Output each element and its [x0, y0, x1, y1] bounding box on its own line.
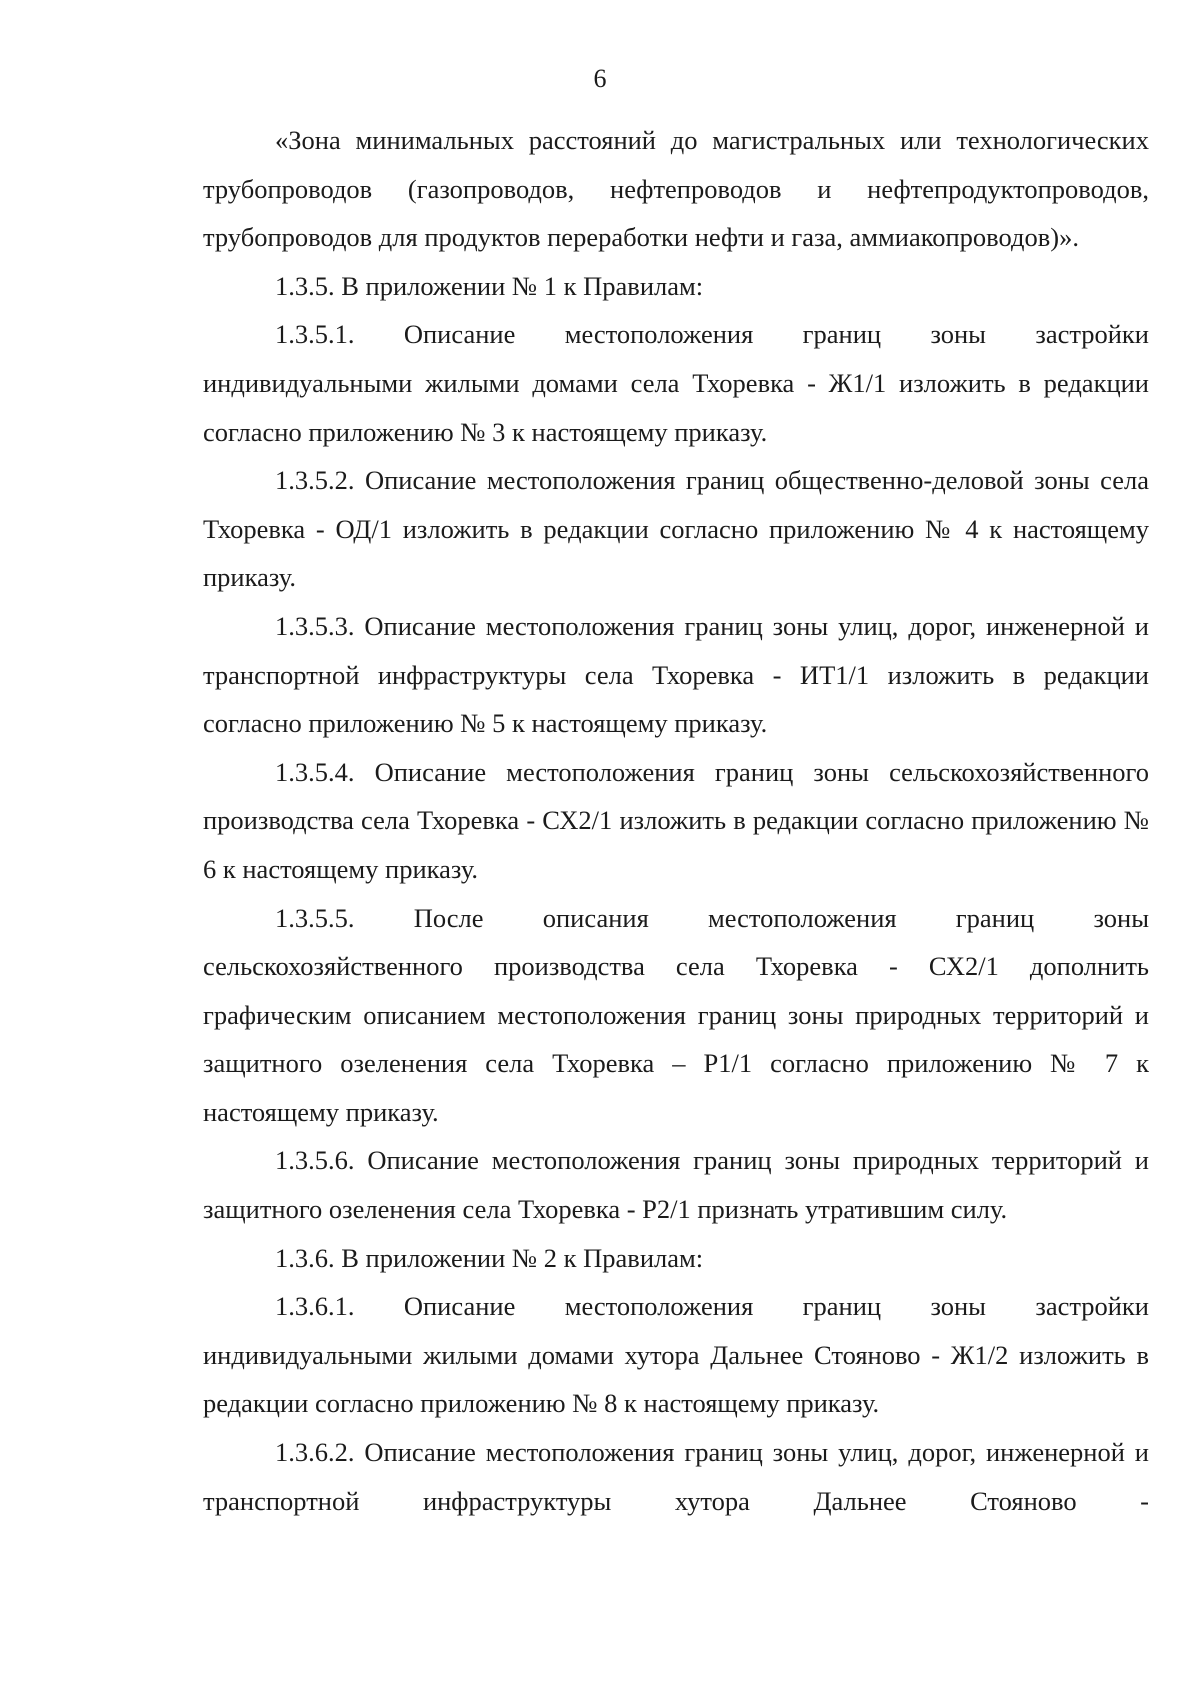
- paragraph-1-3-6-1: 1.3.6.1. Описание местоположения границ зоны застройки индивидуальными жилыми домами хутора Дальнее Стояново - Ж1/2 изложить в редакции согласно приложению № 8 к настоящему приказу.: [203, 1291, 1149, 1419]
- paragraph-1-3-5: 1.3.5. В приложении № 1 к Правилам:: [275, 270, 704, 301]
- paragraph-1-3-5-6: 1.3.5.6. Описание местоположения границ зоны природных территорий и защитного озеленения села Тхоревка - Р2/1 признать утратившим силу.: [203, 1145, 1149, 1225]
- paragraph-1-3-5-1: 1.3.5.1. Описание местоположения границ зоны застройки индивидуальными жилыми домами села Тхоревка - Ж1/1 изложить в редакции согласно приложению № 3 к настоящему приказу.: [203, 319, 1149, 447]
- paragraph-zone-definition: «Зона минимальных расстояний до магистральных или технологических трубопроводов (газопроводов, нефтепроводов и нефтепродуктопроводов, трубопроводов для продуктов переработки нефти и газа, аммиакопроводов)».: [203, 125, 1149, 253]
- paragraph-1-3-5-3: 1.3.5.3. Описание местоположения границ зоны улиц, дорог, инженерной и транспортной инфраструктуры села Тхоревка - ИТ1/1 изложить в редакции согласно приложению № 5 к настоящему приказу.: [203, 610, 1149, 739]
- paragraph-1-3-5-2: 1.3.5.2. Описание местоположения границ общественно-деловой зоны села Тхоревка - ОД/1 изложить в редакции согласно приложению № 4 к настоящему приказу.: [203, 465, 1149, 593]
- page-number: 6: [593, 64, 607, 93]
- paragraph-1-3-5-4: 1.3.5.4. Описание местоположения границ зоны сельскохозяйственного производства села Тхоревка - СХ2/1 изложить в редакции согласно приложению № 6 к настоящему приказу.: [203, 756, 1149, 884]
- paragraph-1-3-5-5: 1.3.5.5. После описания местоположения границ зоны сельскохозяйственного производства села Тхоревка - СХ2/1 дополнить графическим описанием местоположения границ зоны природных территорий и защитного озеленения села Тхоревка – Р1/1 согласно приложению № 7 к настоящему приказу.: [203, 902, 1149, 1127]
- paragraph-1-3-6-2: 1.3.6.2. Описание местоположения границ зоны улиц, дорог, инженерной и транспортной инфраструктуры хутора Дальнее Стояново -: [203, 1437, 1149, 1516]
- paragraph-1-3-6: 1.3.6. В приложении № 2 к Правилам:: [275, 1242, 704, 1273]
- document-body: [203, 116, 1149, 1525]
